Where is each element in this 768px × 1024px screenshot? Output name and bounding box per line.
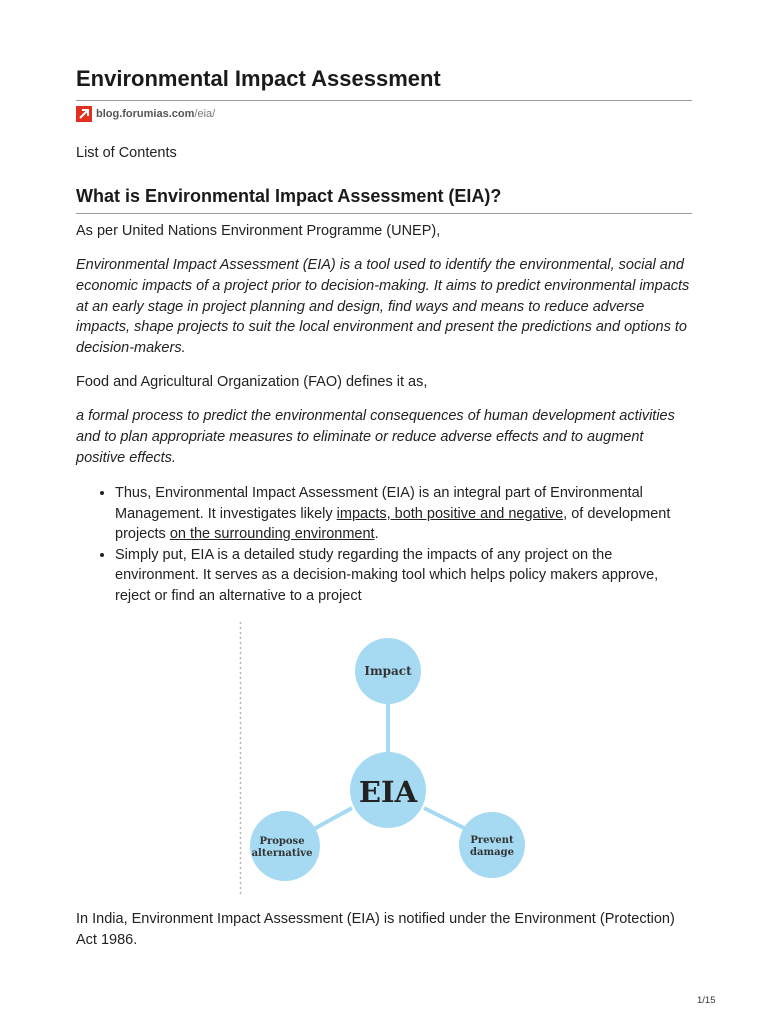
unep-definition: Environmental Impact Assessment (EIA) is a tool used to identify the environmental, social and economic impacts of a project prior to decision-making. It aims to predict environmental impacts at an early stage in project planning and design, find ways and means to reduce adverse impacts, shape projects to suit the local environment and present the predictions and options to decision-makers. (76, 257, 690, 357)
alternative-label: alternative (251, 848, 313, 859)
prevent-label: Prevent (470, 835, 514, 846)
damage-label: damage (470, 847, 514, 858)
heading-divider (76, 213, 692, 214)
unep-intro: As per United Nations Environment Programme (UNEP), (76, 223, 441, 239)
surrounding-environment-link[interactable]: on the surrounding environment (169, 526, 375, 542)
connector-right (424, 808, 464, 828)
impact-label: Impact (364, 664, 412, 678)
india-eia-paragraph: In India, Environment Impact Assessment (EIA) is notified under the Environment (Protection) Act 1986. (76, 911, 675, 948)
source-path[interactable]: /eia/ (194, 108, 216, 120)
impacts-link[interactable]: impacts, both positive and negative (336, 505, 564, 522)
source-domain[interactable]: blog.forumias.com (96, 108, 195, 120)
fao-definition: a formal process to predict the environmental consequences of human development activities and to plan appropriate measures to eliminate or reduce adverse effects and to augment positive effects. (76, 408, 675, 466)
section-heading: What is Environmental Impact Assessment (EIA)? (76, 186, 502, 206)
title-divider (76, 100, 692, 101)
bullet-list (76, 483, 692, 606)
list-of-contents-toggle[interactable]: List of Contents (76, 145, 177, 161)
connector-left (312, 808, 352, 830)
propose-label: Propose (259, 836, 305, 847)
bullet-text: . (374, 526, 379, 542)
bullet-text: Thus, Environmental Impact Assessment (EIA) is an integral part of Environmental Management. It investigates likely (115, 485, 643, 522)
forumias-logo-icon (76, 106, 92, 122)
eia-label: EIA (358, 775, 418, 809)
list-item: • Simply put, EIA is a detailed study regarding the impacts of any project on the environment. It serves as a decision-making tool which helps policy makers approve, reject or find an alternative to a project (115, 545, 692, 607)
list-item (115, 483, 692, 545)
page-number: 1/15 (697, 995, 716, 1006)
source-link[interactable] (76, 106, 215, 122)
fao-intro: Food and Agricultural Organization (FAO) defines it as, (76, 374, 428, 390)
bullet-text: , of development projects (115, 505, 671, 542)
document-title: Environmental Impact Assessment (76, 66, 441, 91)
eia-diagram (239, 620, 539, 898)
